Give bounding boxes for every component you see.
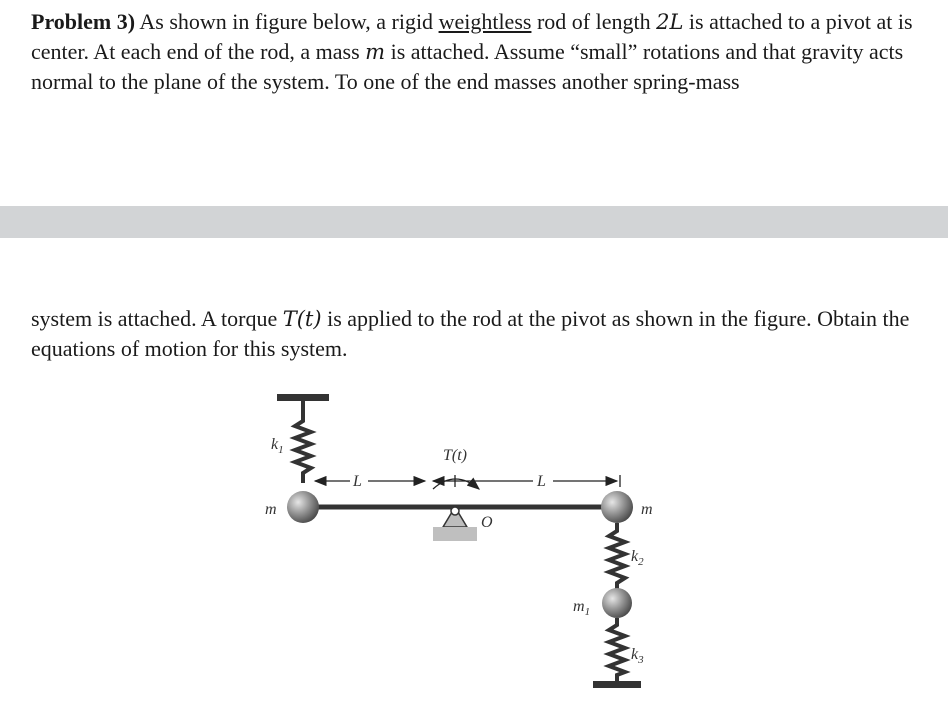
top-support [277,394,329,401]
label-m1: $m_1$ [573,598,591,618]
mass-right [601,491,633,523]
var-2L: 2L [656,10,684,34]
problem-paragraph-1 [31,7,936,97]
label-k2: $k_2$ [631,548,644,568]
page-break-band [0,206,948,238]
problem-paragraph-2 [31,304,936,364]
p1-text-a: As shown in figure below, a rigid [135,9,439,34]
mass-m1 [602,588,632,618]
p2-text-b: is applied to the rod at the pivot as shown in the figure. Obtain the equations of motion for this system. [31,306,910,361]
label-torque: T(t) [443,447,467,464]
label-L-right: L [537,473,546,490]
spring-k3 [609,618,625,681]
label-L-left: L [353,473,362,490]
label-m-left: m [265,501,277,518]
label-O: O [481,514,493,531]
label-k3: $k_3$ [631,646,644,666]
pivot-base [433,527,477,541]
problem-heading: Problem 3) [31,9,136,34]
p1-underlined-word: weightless [438,9,532,34]
p1-text-b: rod of length [531,9,657,34]
pivot-pin [451,507,459,515]
spring-k1 [295,415,311,483]
p1-text-c: is attached to a pivot at is center. At each end of the rod, a mass [31,9,913,64]
label-k1: $k_1$ [271,436,284,456]
p2-text-a: system is attached. A torque [31,306,283,331]
label-m-right: m [641,501,653,518]
spring-mass-rod-figure [255,385,675,695]
bottom-support [593,681,641,688]
mass-left [287,491,319,523]
var-T: T(t) [282,307,322,331]
var-m: m [365,40,386,64]
p1-text-d: is attached. Assume “small” rotations and that gravity acts normal to the plane of the system. To one of the end masses another spring-mass [31,39,904,94]
spring-k2 [609,523,625,589]
